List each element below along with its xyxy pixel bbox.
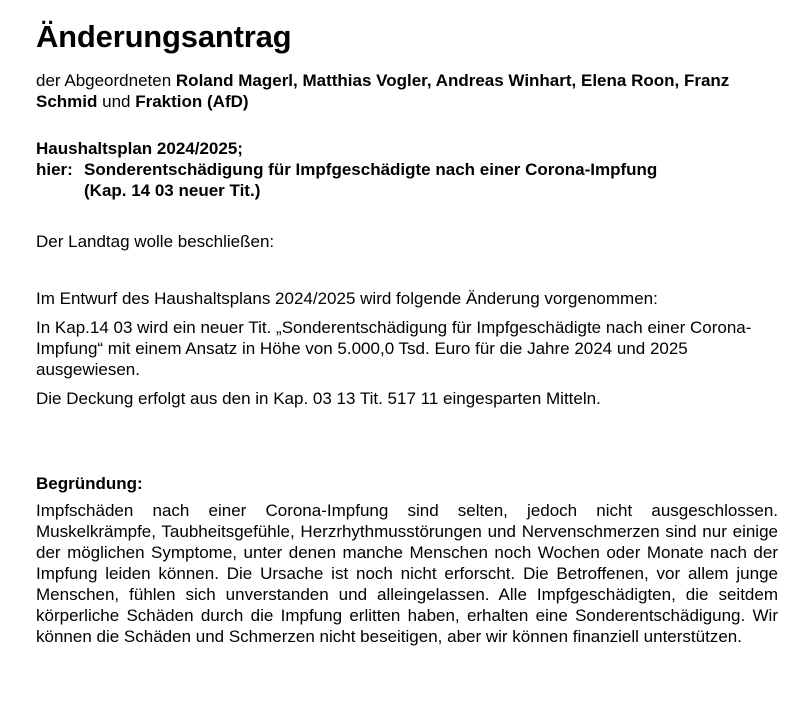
coverage-paragraph: Die Deckung erfolgt aus den in Kap. 03 13 Tit. 517 11 eingesparten Mitteln. bbox=[36, 389, 601, 408]
subject-row bbox=[36, 159, 778, 180]
resolve-paragraph: Der Landtag wolle beschließen: bbox=[36, 232, 275, 251]
document-title: Änderungsantrag bbox=[36, 19, 292, 54]
subject-line1: Haushaltsplan 2024/2025; bbox=[36, 139, 243, 158]
intro-und: und bbox=[97, 92, 136, 111]
intro-prefix: der Abgeordneten bbox=[36, 71, 176, 90]
subject-hier: hier: bbox=[36, 160, 73, 179]
intro-names: Roland Magerl, Matthias Vogler, Andreas Winhart, Elena Roon, Franz Schmid bbox=[36, 71, 730, 111]
change-body-paragraph: In Kap.14 03 wird ein neuer Tit. „Sonderentschädigung für Impfgeschädigte nach einer Corona-Impfung“ mit einem Ansatz in Höhe von 5.000,0 Tsd. Euro für die Jahre 2024 und 2025 ausgewiesen. bbox=[36, 318, 752, 379]
subject-kap: (Kap. 14 03 neuer Tit.) bbox=[84, 181, 261, 200]
intro-fraktion: Fraktion (AfD) bbox=[135, 92, 249, 111]
subject-title: Sonderentschädigung für Impfgeschädigte nach einer Corona-Impfung bbox=[84, 160, 658, 179]
subject-block bbox=[36, 138, 778, 201]
reason-heading: Begründung: bbox=[36, 474, 143, 493]
document-page bbox=[36, 18, 778, 647]
reason-paragraph: Impfschäden nach einer Corona-Impfung sind selten, jedoch nicht ausgeschlossen. Muskelkrämpfe, Taubheitsgefühle, Herzrhythmusstörungen und Nervenschmerzen sind nur einige der möglichen Symptome, unter denen manche Menschen noch Wochen oder Monate nach der Impfung leiden können. Die Ursache ist noch nicht erforscht. Die Betroffenen, vor allem junge Menschen, fühlen sich unverstanden und alleingelassen. Alle Impfgeschädigten, die seitdem körperliche Schäden durch die Impfung erlitten haben, erhalten eine Sonderentschädigung. Wir können die Schäden und Schmerzen nicht beseitigen, aber wir können finanziell unterstützen. bbox=[36, 501, 778, 646]
change-intro-paragraph: Im Entwurf des Haushaltsplans 2024/2025 wird folgende Änderung vorgenommen: bbox=[36, 289, 658, 308]
intro-paragraph bbox=[36, 70, 778, 112]
